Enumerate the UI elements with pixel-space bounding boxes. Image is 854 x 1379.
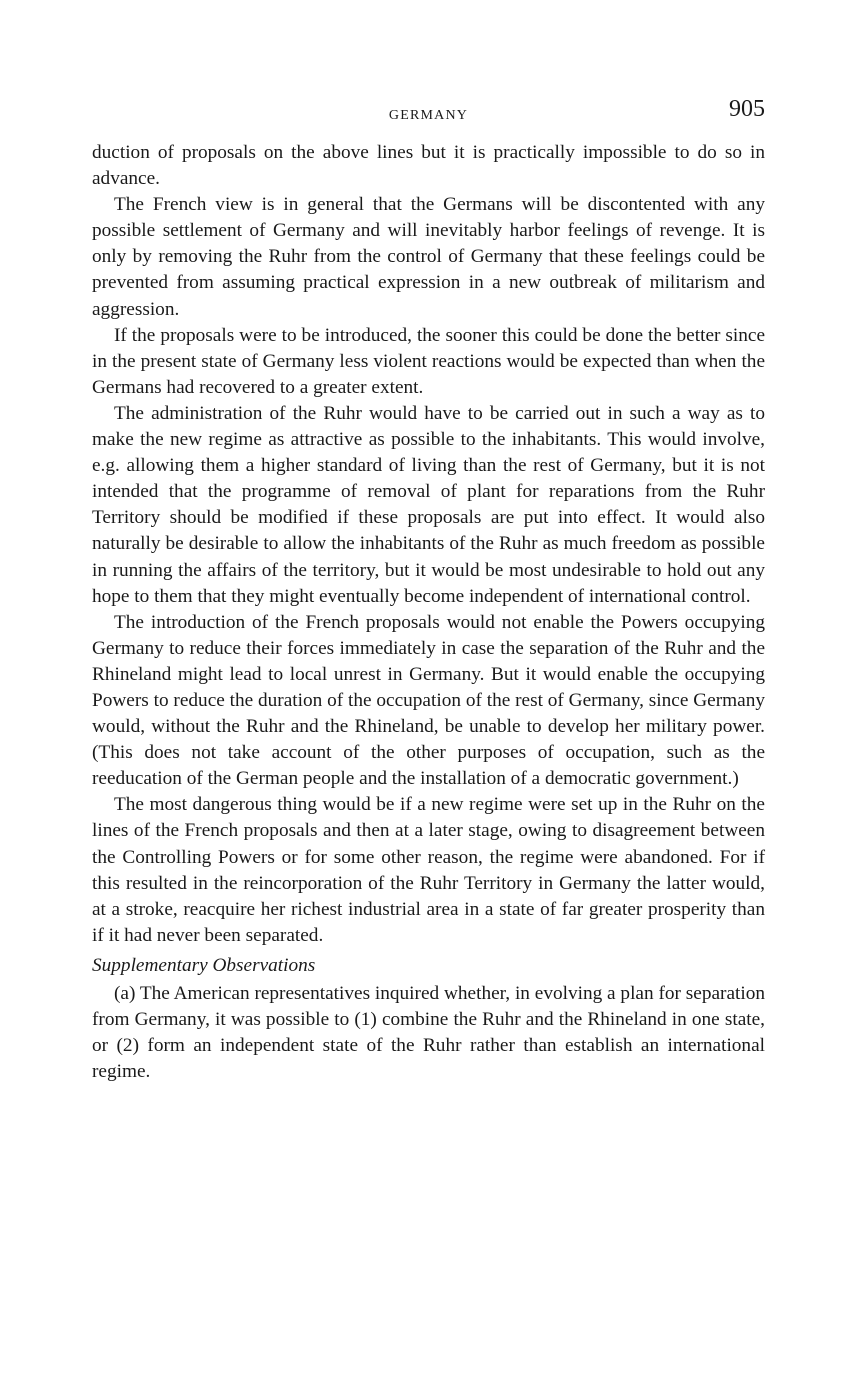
paragraph-occupation-forces: The introduction of the French proposals would not enable the Powers occupying Germany to reduce their forces immediately in case the separation of the Ruhr and the Rhineland might lead to local unrest in Germany. But it would enable the occupying Powers to reduce the duration of the occupation of the rest of Germany, since Germany would, without the Ruhr and the Rhineland, be unable to develop her military power. (This does not take account of the other purposes of occupation, such as the reeducation of the German people and the installation of a democratic government.) xyxy=(92,611,765,790)
document-page xyxy=(92,96,765,1085)
paragraph-ruhr-administration: The administration of the Ruhr would have to be carried out in such a way as to make the new regime as attractive as possible to the inhabitants. This would involve, e.g. allowing them a higher standard of living than the rest of Germany, but it is not intended that the programme of removal of plant for reparations from the Ruhr Territory should be modified if these proposals are put into effect. It would also naturally be desirable to allow the inhabitants of the Ruhr as much freedom as possible in running the affairs of the territory, but it would be most undesirable to hold out any hope to them that they might eventually become independent of international control. xyxy=(92,402,765,607)
section-heading-supplementary: Supplementary Observations xyxy=(92,954,316,976)
page-number: 905 xyxy=(729,96,765,122)
body-text xyxy=(92,140,765,1085)
paragraph-proposals-timing: If the proposals were to be introduced, the sooner this could be done the better since in the present state of Germany less violent reactions would be expected than when the Germans had recovered to a greater extent. xyxy=(92,324,765,398)
page-header xyxy=(92,96,765,132)
paragraph-american-inquiry: (a) The American representatives inquired whether, in evolving a plan for separation from Germany, it was possible to (1) combine the Ruhr and the Rhineland in one state, or (2) form an independent state of the Ruhr rather than establish an international regime. xyxy=(92,983,765,1083)
paragraph-french-view: The French view is in general that the Germans will be discontented with any possible settlement of Germany and will inevitably harbor feelings of revenge. It is only by removing the Ruhr from the control of Germany that these feelings could be prevented from assuming practical expression in a new outbreak of militarism and aggression. xyxy=(92,194,765,320)
paragraph-most-dangerous: The most dangerous thing would be if a new regime were set up in the Ruhr on the lines of the French proposals and then at a later stage, owing to disagreement between the Controlling Powers or for some other reason, the regime were abandoned. For if this resulted in the reincorporation of the Ruhr Territory in Germany the latter would, at a stroke, reacquire her richest industrial area in a state of far greater prosperity than if it had never been separated. xyxy=(92,794,765,946)
running-head: GERMANY xyxy=(388,108,469,123)
paragraph-continuation: duction of proposals on the above lines but it is practically impossible to do so in advance. xyxy=(92,142,765,190)
